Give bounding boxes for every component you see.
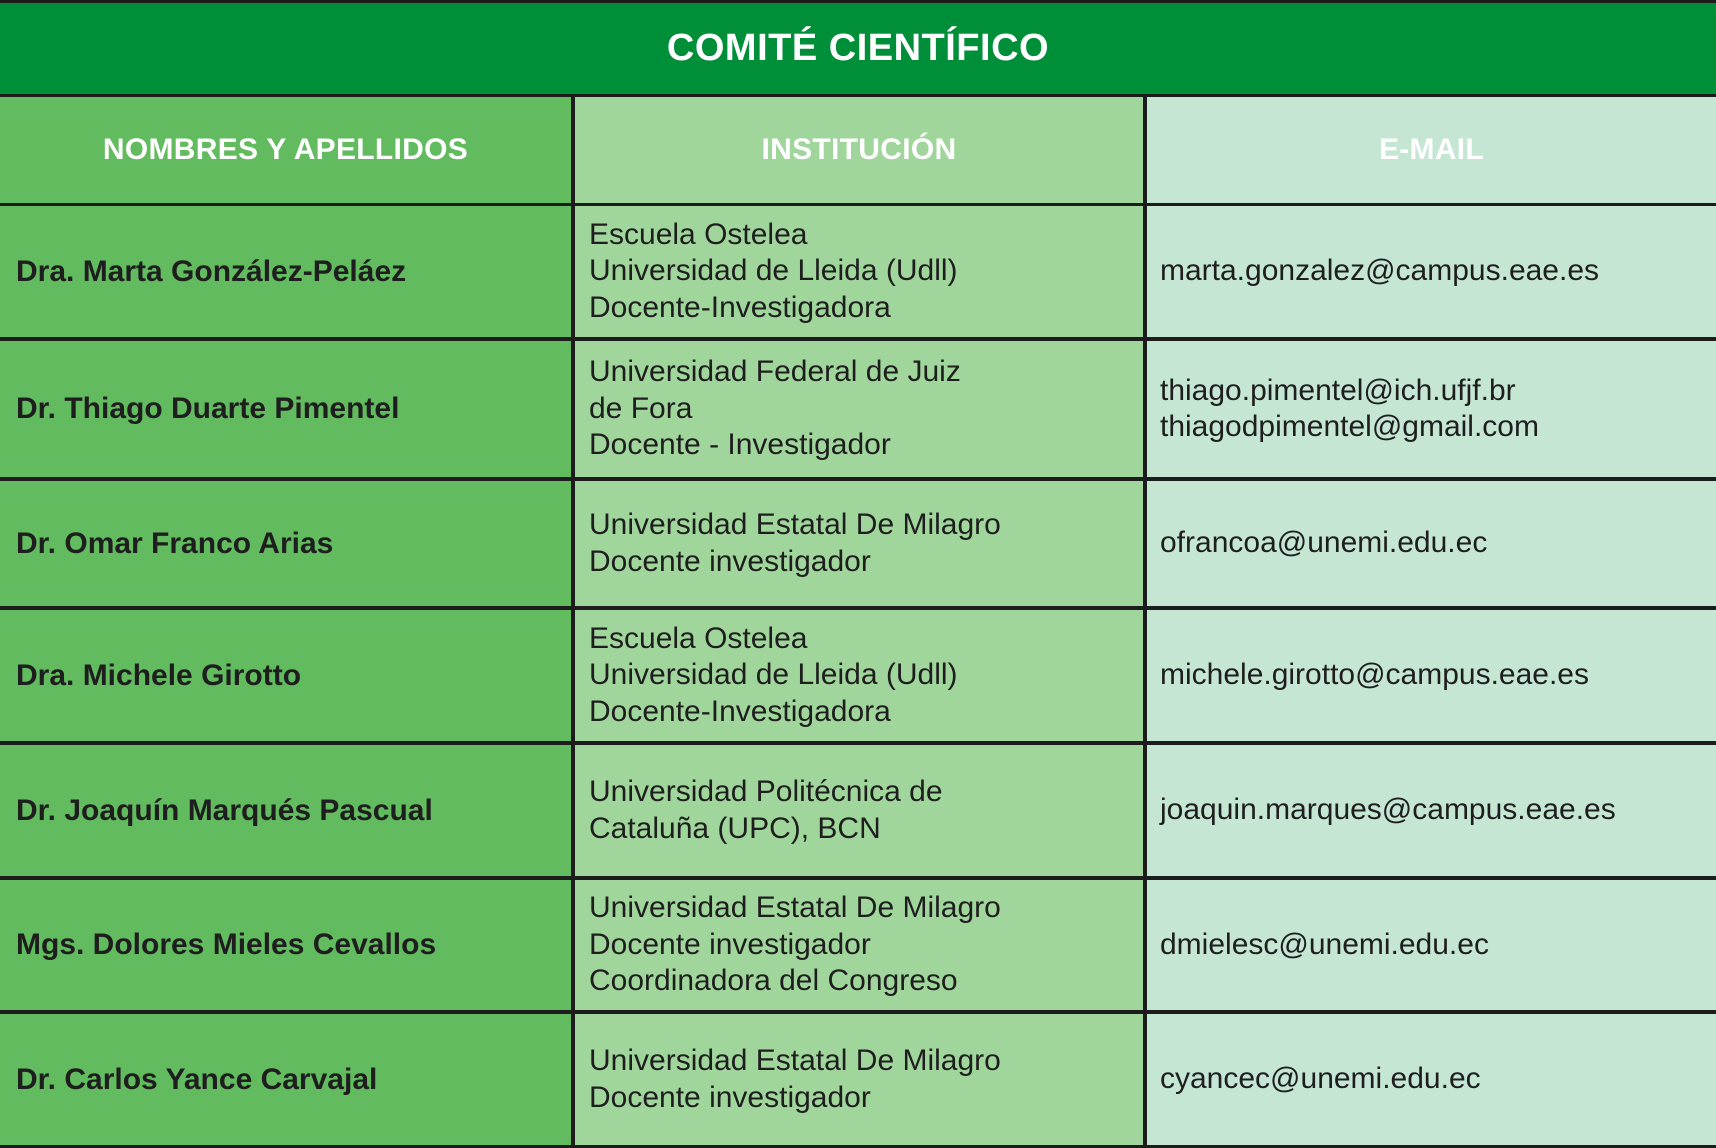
institution-line: Docente-Investigadora <box>589 290 891 324</box>
member-institution <box>575 1014 1143 1145</box>
member-email <box>1147 1014 1716 1145</box>
email-address: dmielesc@unemi.edu.ec <box>1160 927 1489 961</box>
member-name: Mgs. Dolores Mieles Cevallos <box>0 880 571 1010</box>
email-address: thiago.pimentel@ich.ufjf.br <box>1160 373 1516 407</box>
email-address: thiagodpimentel@gmail.com <box>1160 410 1539 443</box>
member-institution <box>575 610 1143 741</box>
institution-line: Escuela Ostelea <box>589 217 808 251</box>
email-address: ofrancoa@unemi.edu.ec <box>1160 526 1488 560</box>
member-institution <box>575 481 1143 606</box>
institution-line: Universidad Estatal De Milagro <box>589 508 1001 541</box>
member-institution <box>575 745 1143 876</box>
institution-line: Docente - Investigador <box>589 428 891 462</box>
member-name: Dr. Thiago Duarte Pimentel <box>0 341 571 477</box>
institution-line: Docente-Investigadora <box>589 694 891 728</box>
institution-line: Universidad Estatal De Milagro <box>589 891 1001 925</box>
member-email <box>1147 481 1716 606</box>
institution-line: Universidad Politécnica de <box>589 775 943 808</box>
email-address: cyancec@unemi.edu.ec <box>1160 1062 1481 1096</box>
member-email <box>1147 341 1716 477</box>
institution-line: Universidad Estatal De Milagro <box>589 1044 1001 1077</box>
institution-line: Docente investigador <box>589 1080 871 1114</box>
member-email <box>1147 610 1716 741</box>
email-address: joaquin.marques@campus.eae.es <box>1160 793 1616 827</box>
member-institution <box>575 341 1143 477</box>
institution-line: Docente investigador <box>589 927 871 961</box>
member-email <box>1147 745 1716 876</box>
member-name: Dr. Joaquín Marqués Pascual <box>0 745 571 876</box>
institution-line: Universidad de Lleida (Udll) <box>589 658 958 692</box>
header-email: E-MAIL <box>1147 97 1716 203</box>
institution-line: Cataluña (UPC), BCN <box>589 811 881 845</box>
member-institution <box>575 206 1143 337</box>
member-email <box>1147 880 1716 1010</box>
member-name: Dra. Marta González-Peláez <box>0 206 571 337</box>
header-names: NOMBRES Y APELLIDOS <box>0 97 571 203</box>
member-institution <box>575 880 1143 1010</box>
email-address: michele.girotto@campus.eae.es <box>1160 658 1589 692</box>
header-institution: INSTITUCIÓN <box>575 97 1143 203</box>
institution-line: Escuela Ostelea <box>589 621 808 655</box>
member-name: Dr. Carlos Yance Carvajal <box>0 1014 571 1145</box>
institution-line: de Fora <box>589 391 693 425</box>
member-email <box>1147 206 1716 337</box>
table-title: COMITÉ CIENTÍFICO <box>0 3 1716 94</box>
member-name: Dr. Omar Franco Arias <box>0 481 571 606</box>
institution-line: Coordinadora del Congreso <box>589 964 958 998</box>
email-address: marta.gonzalez@campus.eae.es <box>1160 254 1600 288</box>
institution-line: Universidad de Lleida (Udll) <box>589 254 958 288</box>
institution-line: Universidad Federal de Juiz <box>589 355 961 389</box>
member-name: Dra. Michele Girotto <box>0 610 571 741</box>
institution-line: Docente investigador <box>589 544 871 578</box>
